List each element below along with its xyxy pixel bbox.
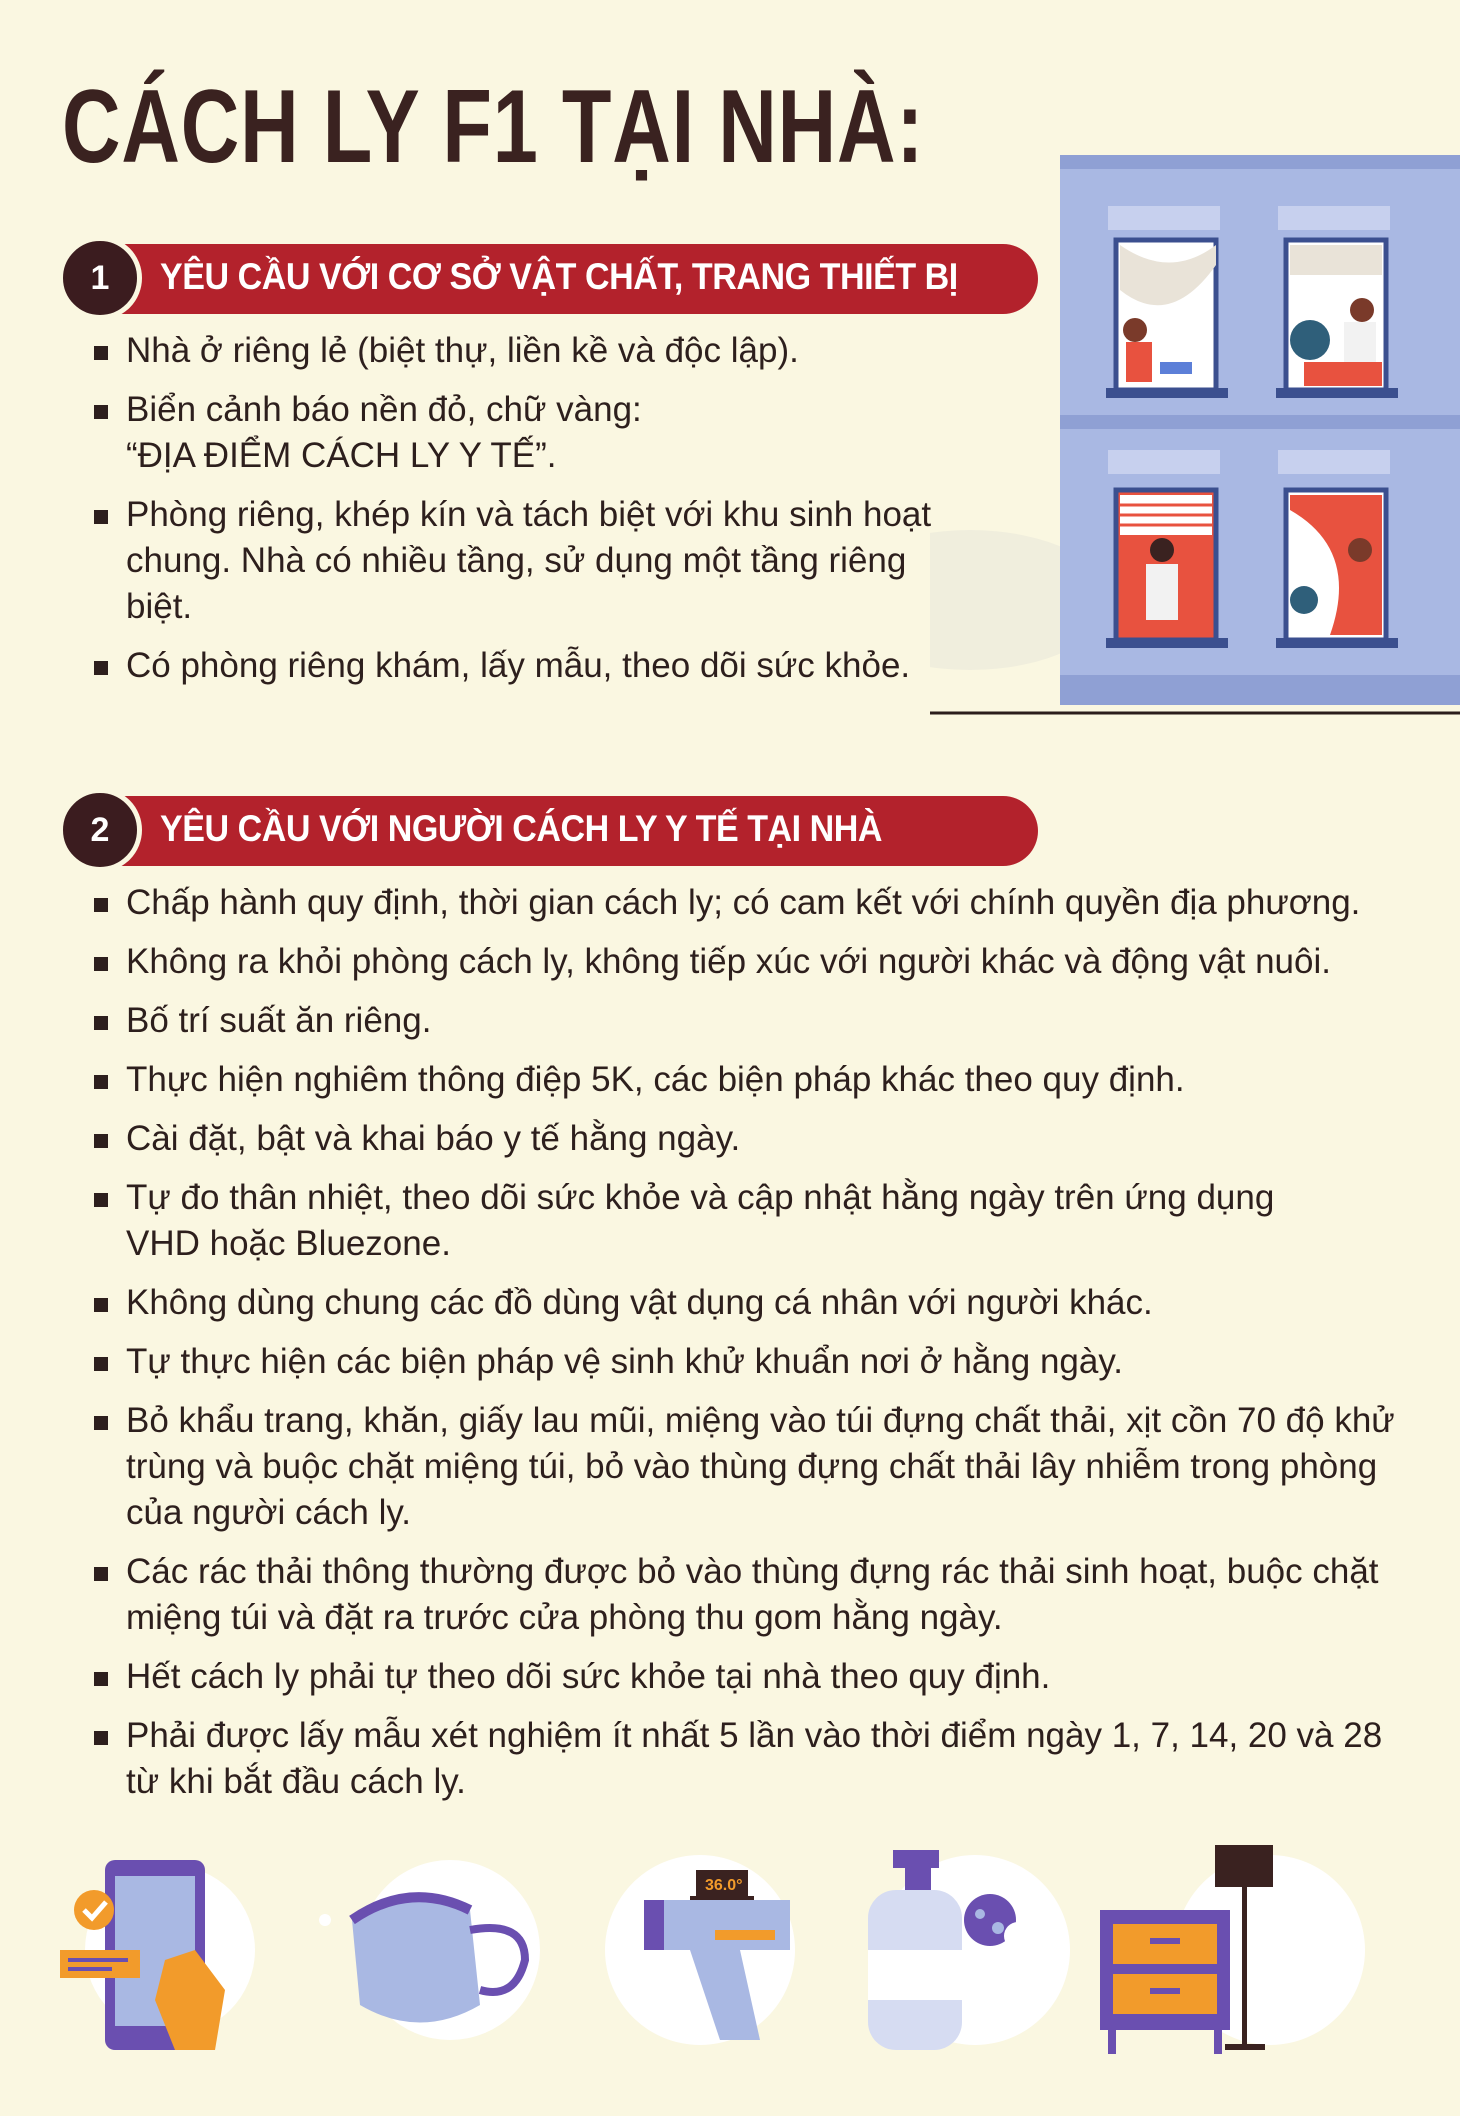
list-item: Các rác thải thông thường được bỏ vào thùng đựng rác thải sinh hoạt, buộc chặt miệng túi và đặt ra trước cửa phòng thu gom hằng ngày. xyxy=(94,1549,1414,1641)
list-item: Không dùng chung các đồ dùng vật dụng cá nhân với người khác. xyxy=(94,1280,1414,1326)
sanitizer-virus-icon xyxy=(868,1850,1070,2050)
list-item: Phòng riêng, khép kín và tách biệt với khu sinh hoạt chung. Nhà có nhiều tầng, sử dụng một tầng riêng biệt. xyxy=(94,492,944,630)
window-bottom-left xyxy=(1106,490,1228,648)
bottom-icons-row xyxy=(0,1840,1460,2080)
phone-declaration-icon xyxy=(60,1860,255,2050)
apartment-building-illustration xyxy=(930,130,1460,730)
list-item: Bố trí suất ăn riêng. xyxy=(94,998,1414,1044)
list-item: Hết cách ly phải tự theo dõi sức khỏe tại nhà theo quy định. xyxy=(94,1654,1414,1700)
list-item: Không ra khỏi phòng cách ly, không tiếp xúc với người khác và động vật nuôi. xyxy=(94,939,1414,985)
list-item: Tự đo thân nhiệt, theo dõi sức khỏe và cập nhật hằng ngày trên ứng dụng VHD hoặc Bluezone. xyxy=(94,1175,1354,1267)
list-item: Biển cảnh báo nền đỏ, chữ vàng: “ĐỊA ĐIỂM CÁCH LY Y TẾ”. xyxy=(94,387,654,479)
list-item: Có phòng riêng khám, lấy mẫu, theo dõi sức khỏe. xyxy=(94,643,964,689)
section-1-list xyxy=(94,328,964,702)
thermometer-gun-icon xyxy=(605,1855,795,2045)
list-item: Nhà ở riêng lẻ (biệt thự, liền kề và độc lập). xyxy=(94,328,964,374)
section-2-list xyxy=(94,880,1414,1818)
thermometer-reading: 36.0° xyxy=(705,1877,743,1894)
list-item: Cài đặt, bật và khai báo y tế hằng ngày. xyxy=(94,1116,1414,1162)
list-item: Thực hiện nghiêm thông điệp 5K, các biện pháp khác theo quy định. xyxy=(94,1057,1414,1103)
list-item: Chấp hành quy định, thời gian cách ly; có cam kết với chính quyền địa phương. xyxy=(94,880,1414,926)
window-top-left xyxy=(1106,240,1228,398)
window-top-right xyxy=(1276,240,1398,398)
face-mask-icon xyxy=(319,1860,540,2040)
list-item: Bỏ khẩu trang, khăn, giấy lau mũi, miệng vào túi đựng chất thải, xịt cồn 70 độ khử trùng và buộc chặt miệng túi, bỏ vào thùng đựng chất thải lây nhiễm trong phòng của người cách ly. xyxy=(94,1398,1414,1536)
list-item: Tự thực hiện các biện pháp vệ sinh khử khuẩn nơi ở hằng ngày. xyxy=(94,1339,1414,1385)
window-bottom-right xyxy=(1276,490,1398,648)
section-1-number: 1 xyxy=(58,236,142,320)
section-1-heading: YÊU CẦU VỚI CƠ SỞ VẬT CHẤT, TRANG THIẾT BỊ xyxy=(160,256,958,297)
page-title: CÁCH LY F1 TẠI NHÀ: xyxy=(62,69,925,185)
list-item: Phải được lấy mẫu xét nghiệm ít nhất 5 lần vào thời điểm ngày 1, 7, 14, 20 và 28 từ khi bắt đầu cách ly. xyxy=(94,1713,1394,1805)
section-2-heading: YÊU CẦU VỚI NGƯỜI CÁCH LY Y TẾ TẠI NHÀ xyxy=(160,808,883,849)
section-2-number: 2 xyxy=(58,788,142,872)
nightstand-lamp-icon xyxy=(1100,1845,1365,2054)
